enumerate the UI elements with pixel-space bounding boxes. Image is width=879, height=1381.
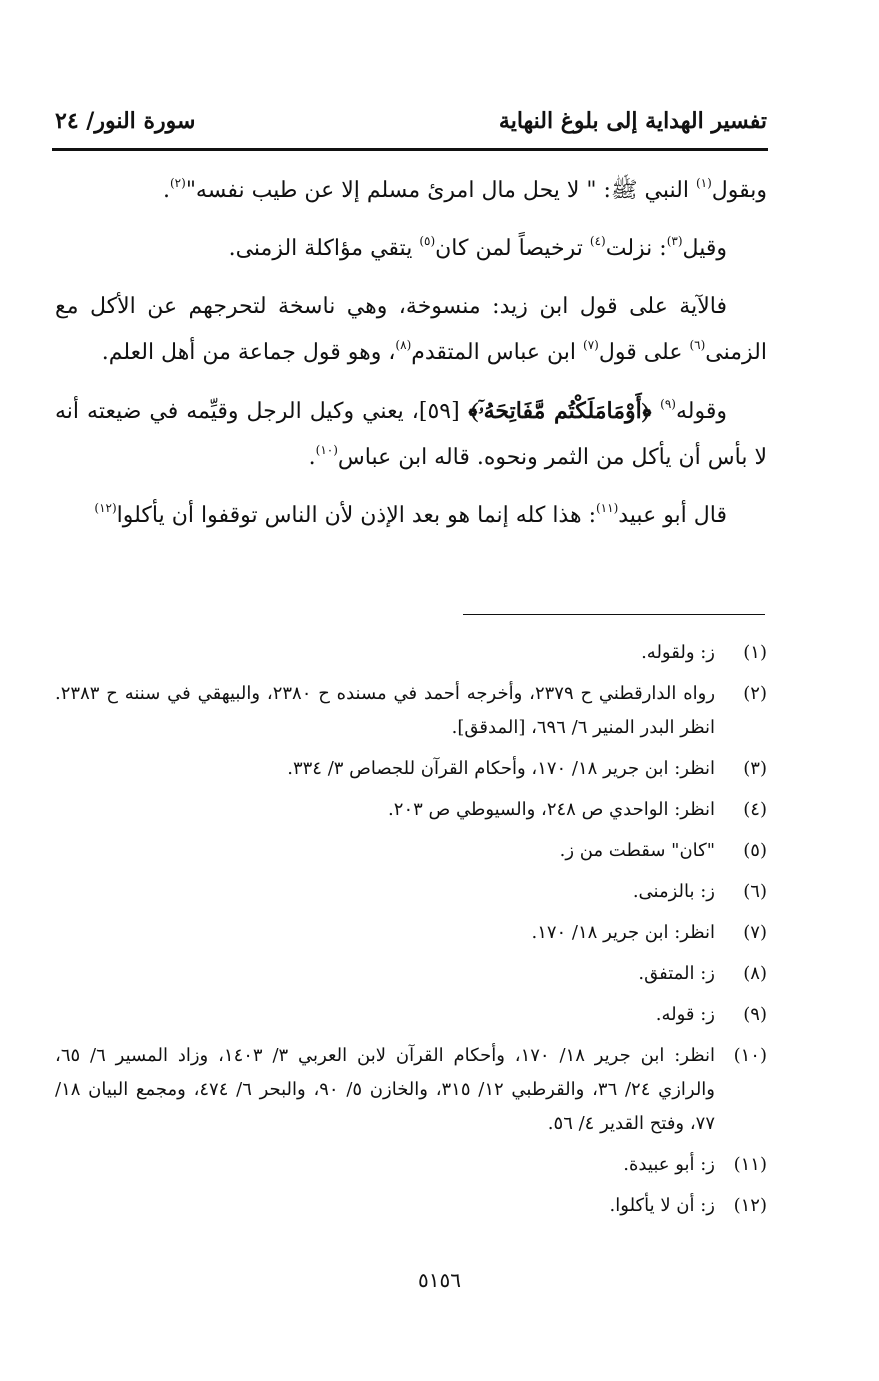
footnote-separator xyxy=(463,614,765,615)
footnote-ref-12: (١٢) xyxy=(94,501,117,515)
paragraph-1: وبقول$^{(١)}$ النبي ﷺ: " لا يحل مال امرئ مسلم إلا عن طيب نفسه"$^{(٢)}$. xyxy=(162,176,767,203)
footnote xyxy=(55,1148,767,1182)
paragraph-5: قال أبو عبيد$^{(١١)}$: هذا كله إنما هو بعد الإذن لأن الناس توقفوا أن يأكلوا$^{(١٢)}$ xyxy=(94,501,727,528)
header-rule xyxy=(52,148,768,151)
paragraph-3: فالآية على قول ابن زيد: منسوخة، وهي ناسخة لتحرجهم عن الأكل مع الزمنى$^{(٦)}$ على قول$^{(٧)}$ ابن عباس المتقدم$^{(٨)}$، وهو قول جماعة من أهل العلم. xyxy=(55,294,767,365)
footnote xyxy=(55,1039,767,1141)
quran-verse: ﴿أَوْمَامَلَكْتُم مَّفَاتِحَهُۥٓ﴾ xyxy=(459,398,661,424)
footnote-ref-8: (٨) xyxy=(395,338,412,352)
surah-title: سورة النور/ ٢٤ xyxy=(55,108,196,134)
footnote xyxy=(55,957,767,991)
footnote-text: رواه الدارقطني ح ٢٣٧٩، وأخرجه أحمد في مسنده ح ٢٣٨٠، والبيهقي في سننه ح ٢٣٨٣. انظر البدر المنير ٦/ ٦٩٦، [المدقق]. xyxy=(55,683,716,738)
footnote-number: (٣) xyxy=(743,758,767,779)
footnote-number: (١٠) xyxy=(733,1045,767,1066)
paragraph-2: وقيل$^{(٣)}$: نزلت$^{(٤)}$ ترخيصاً لمن كان$^{(٥)}$ يتقي مؤاكلة الزمنى. xyxy=(228,234,727,261)
footnote-number: (٦) xyxy=(743,881,767,902)
footnote xyxy=(55,916,767,950)
footnote-ref-4: (٤) xyxy=(589,234,606,248)
footnote-number: (٤) xyxy=(743,799,767,820)
footnote-text: انظر: ابن جرير ١٨/ ١٧٠، وأحكام القرآن لابن العربي ٣/ ١٤٠٣، وزاد المسير ٦/ ٦٥، والرازي ٢٤/ ٣٦، والقرطبي ١٢/ ٣١٥، والخازن ٥/ ٩٠، والبحر ٦/ ٤٧٤، ومجمع البيان ١٨/ ٧٧، وفتح القدير ٤/ ٥٦. xyxy=(55,1045,715,1134)
footnote xyxy=(55,998,767,1032)
footnote-number: (٩) xyxy=(743,1004,767,1025)
book-title: تفسير الهداية إلى بلوغ النهاية xyxy=(498,108,767,134)
running-header xyxy=(55,108,767,144)
footnote-number: (٢) xyxy=(743,683,767,704)
footnote xyxy=(55,875,767,909)
footnote-text: انظر: ابن جرير ١٨/ ١٧٠. xyxy=(531,922,715,943)
footnote-ref-1: (١) xyxy=(695,176,712,190)
footnote-number: (١) xyxy=(743,642,767,663)
footnote xyxy=(55,834,767,868)
footnote-text: ز: بالزمنى. xyxy=(632,881,715,902)
footnote-text: "كان" سقطت من ز. xyxy=(559,840,715,861)
footnote-number: (٨) xyxy=(743,963,767,984)
footnote-text: ز: قوله. xyxy=(655,1004,715,1025)
footnote-ref-7: (٧) xyxy=(583,338,599,352)
footnote-ref-9: (٩) xyxy=(660,397,676,411)
paragraph-4: وقوله$^{(٩)}$ ﴿أَوْمَامَلَكْتُم مَّفَاتِحَهُۥٓ﴾ [٥٩]، يعني وكيل الرجل وقيِّمه في ضيعته أنه لا بأس أن يأكل من الثمر ونحوه. قاله ابن عباس$^{(١٠)}$. xyxy=(55,397,767,470)
footnote-ref-3: (٣) xyxy=(666,234,683,248)
footnote-number: (٥) xyxy=(743,840,767,861)
footnote-number: (٧) xyxy=(743,922,767,943)
footnote xyxy=(55,677,767,745)
footnote-text: انظر: ابن جرير ١٨/ ١٧٠، وأحكام القرآن للجصاص ٣/ ٣٣٤. xyxy=(287,758,715,779)
footnote-number: (١١) xyxy=(733,1154,767,1175)
footnote-number: (١٢) xyxy=(733,1195,767,1216)
footnote-ref-6: (٦) xyxy=(689,338,706,352)
footnote-text: انظر: الواحدي ص ٢٤٨، والسيوطي ص ٢٠٣. xyxy=(388,799,715,820)
main-text xyxy=(55,168,767,551)
footnote xyxy=(55,752,767,786)
footnote-ref-5: (٥) xyxy=(419,234,436,248)
footnote-ref-10: (١٠) xyxy=(315,443,338,457)
footnotes xyxy=(55,636,767,1230)
footnote xyxy=(55,793,767,827)
footnote-ref-11: (١١) xyxy=(595,501,619,515)
footnote-text: ز: أبو عبيدة. xyxy=(623,1154,715,1175)
footnote-text: ز: المتفق. xyxy=(638,963,715,984)
page-number: ٥١٥٦ xyxy=(418,1268,461,1292)
footnote-text: ز: ولقوله. xyxy=(641,642,715,663)
footnote xyxy=(55,1189,767,1223)
footnote-ref-2: (٢) xyxy=(169,176,186,190)
footnote-text: ز: أن لا يأكلوا. xyxy=(609,1195,715,1216)
footnote xyxy=(55,636,767,670)
